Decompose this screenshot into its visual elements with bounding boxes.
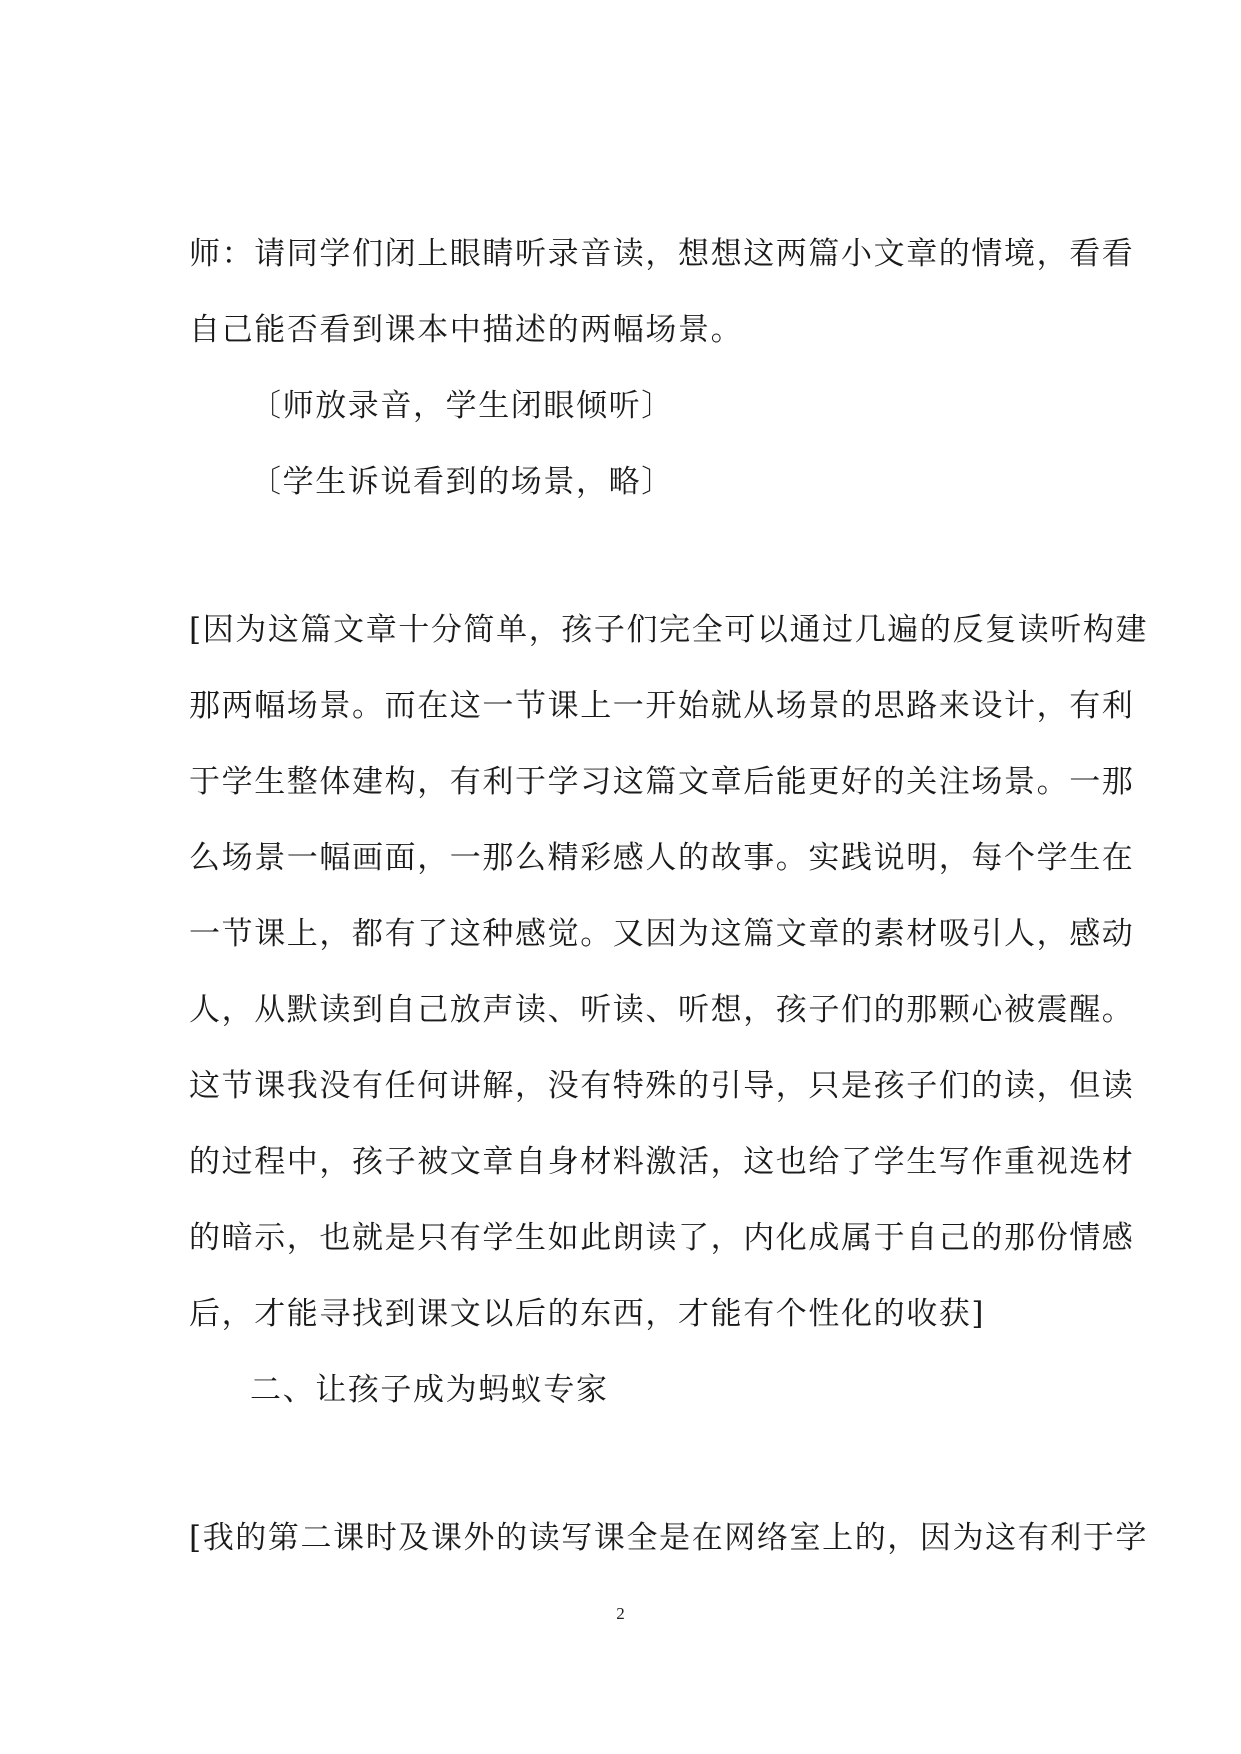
- text-line: 自己能否看到课本中描述的两幅场景。: [189, 312, 744, 348]
- text-line: 一节课上，都有了这种感觉。又因为这篇文章的素材吸引人，感动: [189, 916, 1135, 952]
- text-line: 师：请同学们闭上眼睛听录音读，想想这两篇小文章的情境，看看: [189, 236, 1135, 272]
- text-line: [我的第二课时及课外的读写课全是在网络室上的，因为这有利于学: [189, 1520, 1149, 1556]
- text-line: 〔师放录音，学生闭眼倾听〕: [250, 388, 674, 424]
- page-number: 2: [616, 1604, 625, 1623]
- text-line: 么场景一幅画面，一那么精彩感人的故事。实践说明，每个学生在: [189, 840, 1135, 876]
- text-line: 的暗示，也就是只有学生如此朗读了，内化成属于自己的那份情感: [189, 1220, 1135, 1256]
- text-line: 人，从默读到自己放声读、听读、听想，孩子们的那颗心被震醒。: [189, 992, 1135, 1028]
- text-line: 〔学生诉说看到的场景，略〕: [250, 464, 674, 500]
- text-line: 那两幅场景。而在这一节课上一开始就从场景的思路来设计，有利: [189, 688, 1135, 724]
- text-line: 这节课我没有任何讲解，没有特殊的引导，只是孩子们的读，但读: [189, 1068, 1135, 1104]
- text-line: 的过程中，孩子被文章自身材料激活，这也给了学生写作重视选材: [189, 1144, 1135, 1180]
- text-line: [因为这篇文章十分简单，孩子们完全可以通过几遍的反复读听构建: [189, 612, 1149, 648]
- section-heading: 二、让孩子成为蚂蚁专家: [250, 1372, 609, 1408]
- text-line: 后，才能寻找到课文以后的东西，才能有个性化的收获]: [189, 1296, 986, 1332]
- text-line: 于学生整体建构，有利于学习这篇文章后能更好的关注场景。一那: [189, 764, 1135, 800]
